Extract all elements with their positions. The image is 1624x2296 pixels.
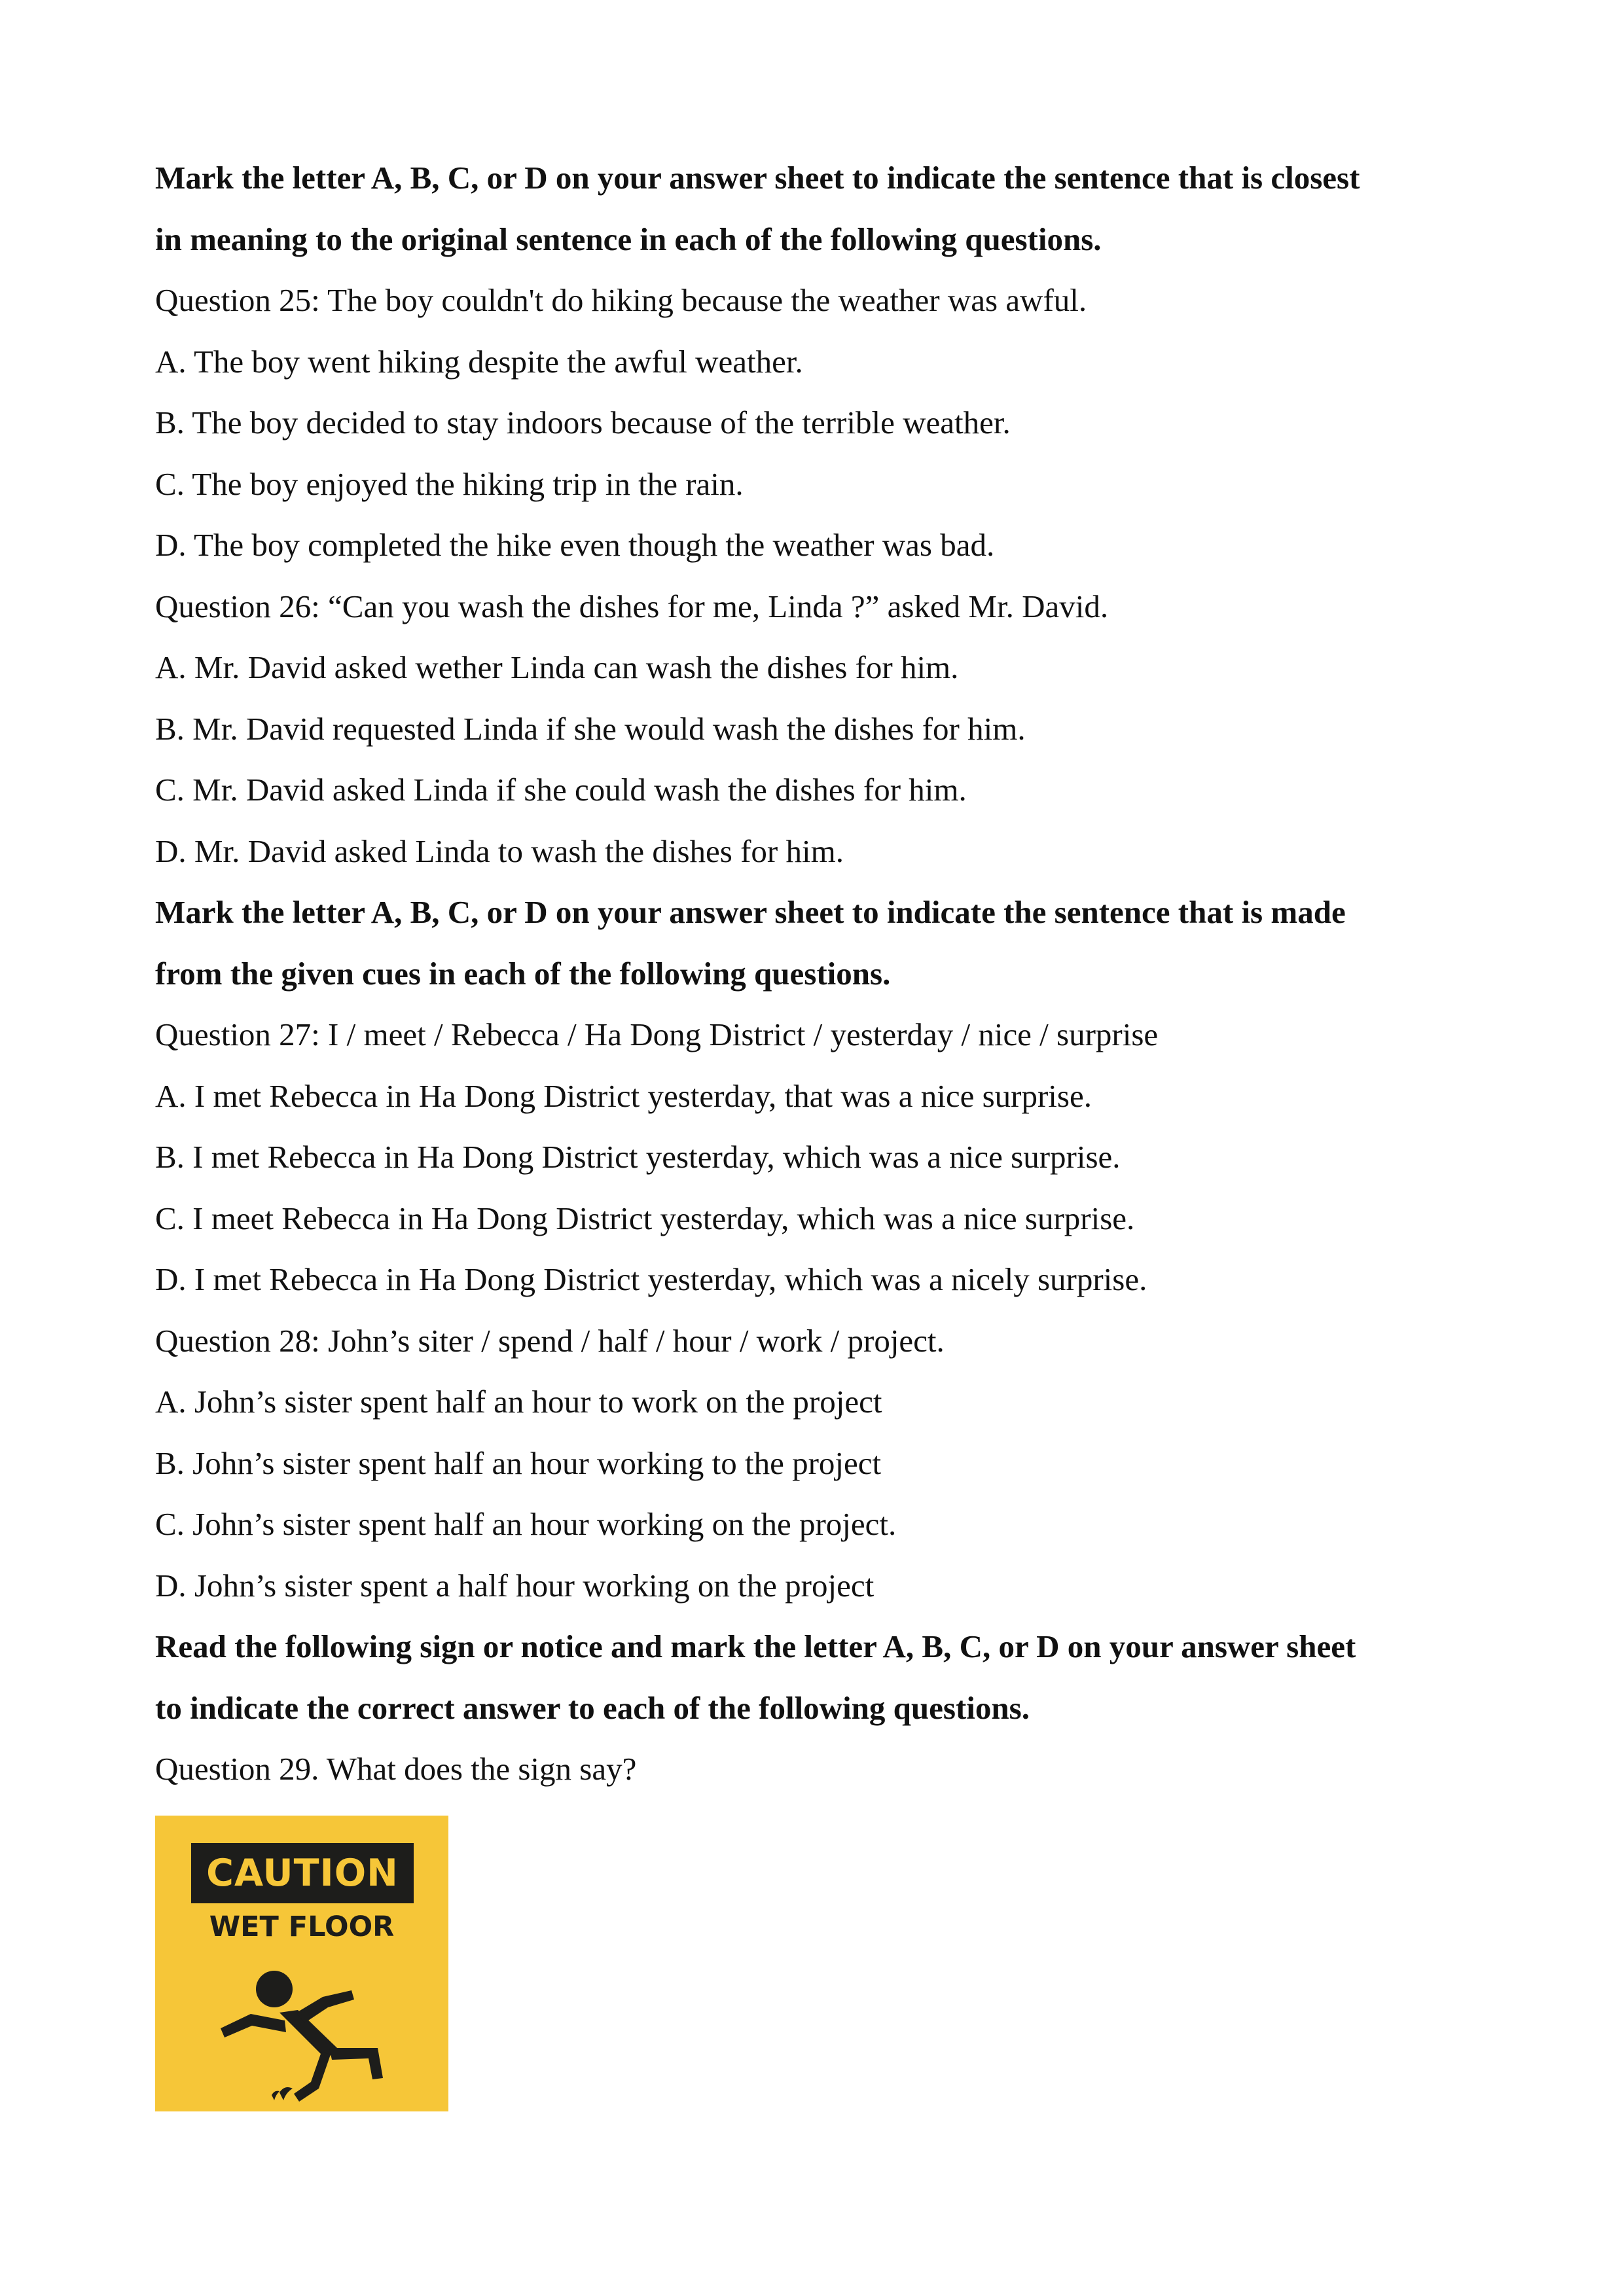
question-25 [155, 270, 1484, 576]
answer-option-b[interactable]: B. John’s sister spent half an hour working to the project [155, 1444, 882, 1481]
figure-head [256, 1971, 293, 2007]
answer-option-c[interactable]: C. I meet Rebecca in Ha Dong District yesterday, which was a nice surprise. [155, 1200, 1135, 1236]
sign-subtitle: WET FLOOR [209, 1910, 395, 1943]
question-stem: Question 25: The boy couldn't do hiking because the weather was awful. [155, 282, 1087, 318]
answer-option-d[interactable]: D. The boy completed the hike even though the weather was bad. [155, 527, 995, 563]
answer-option-c[interactable]: C. The boy enjoyed the hiking trip in the rain. [155, 465, 744, 502]
splash-mark [272, 2091, 280, 2100]
section-closest-meaning [155, 147, 1484, 882]
section-sentence-from-cues [155, 882, 1484, 1616]
sign-title: CAUTION [191, 1843, 414, 1903]
worksheet [155, 147, 1484, 1800]
question-stem: Question 29. What does the sign say? [155, 1751, 637, 1787]
section-instruction: in meaning to the original sentence in each of the following questions. [155, 221, 1102, 257]
question-29 [155, 1738, 1484, 1800]
figure-arm-left [221, 2014, 286, 2037]
answer-option-a[interactable]: A. John’s sister spent half an hour to work on the project [155, 1384, 882, 1420]
caution-wet-floor-sign [155, 1816, 448, 2111]
section-instruction: Mark the letter A, B, C, or D on your answer sheet to indicate the sentence that is closest [155, 160, 1360, 196]
section-instruction: to indicate the correct answer to each of the following questions. [155, 1689, 1030, 1726]
question-27 [155, 1004, 1484, 1310]
question-26 [155, 576, 1484, 882]
slipping-person-icon [181, 1950, 424, 2107]
answer-option-d[interactable]: D. John’s sister spent a half hour working on the project [155, 1567, 875, 1604]
answer-option-a[interactable]: A. Mr. David asked wether Linda can wash the dishes for him. [155, 649, 959, 685]
answer-option-b[interactable]: B. The boy decided to stay indoors because of the terrible weather. [155, 404, 1011, 440]
answer-option-b[interactable]: B. Mr. David requested Linda if she would wash the dishes for him. [155, 710, 1026, 747]
splash-mark [280, 2087, 293, 2100]
section-instruction: Read the following sign or notice and mark the letter A, B, C, or D on your answer sheet [155, 1628, 1356, 1664]
answer-option-b[interactable]: B. I met Rebecca in Ha Dong District yesterday, which was a nice surprise. [155, 1139, 1121, 1175]
answer-option-c[interactable]: C. John’s sister spent half an hour working on the project. [155, 1506, 897, 1542]
question-stem: Question 27: I / meet / Rebecca / Ha Dong District / yesterday / nice / surprise [155, 1016, 1159, 1052]
section-sign-notice [155, 1616, 1484, 1800]
answer-option-c[interactable]: C. Mr. David asked Linda if she could wash the dishes for him. [155, 772, 967, 808]
answer-option-d[interactable]: D. I met Rebecca in Ha Dong District yesterday, which was a nicely surprise. [155, 1261, 1147, 1297]
figure-leg-front [329, 2048, 383, 2079]
figure-leg-back [294, 2052, 331, 2102]
figure-arm-right [297, 1990, 354, 2023]
answer-option-a[interactable]: A. I met Rebecca in Ha Dong District yesterday, that was a nice surprise. [155, 1077, 1092, 1114]
section-instruction: Mark the letter A, B, C, or D on your answer sheet to indicate the sentence that is made [155, 894, 1346, 930]
answer-option-d[interactable]: D. Mr. David asked Linda to wash the dishes for him. [155, 833, 844, 869]
answer-option-a[interactable]: A. The boy went hiking despite the awful weather. [155, 343, 803, 380]
question-stem: Question 28: John’s siter / spend / half / hour / work / project. [155, 1322, 945, 1359]
question-stem: Question 26: “Can you wash the dishes for me, Linda ?” asked Mr. David. [155, 588, 1109, 624]
question-28 [155, 1310, 1484, 1617]
section-instruction: from the given cues in each of the following questions. [155, 955, 891, 992]
